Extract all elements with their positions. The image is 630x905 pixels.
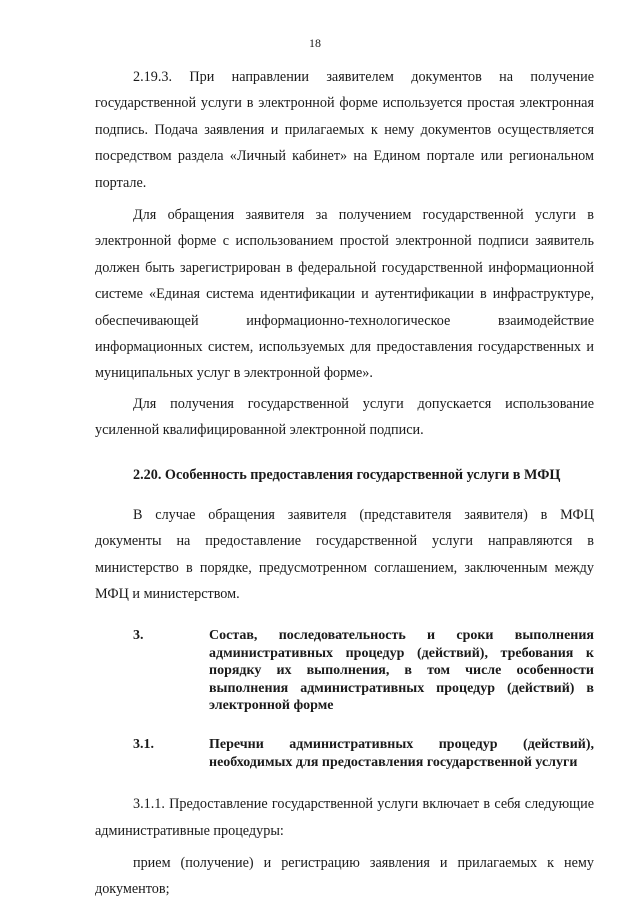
section-3-1-title: Перечни административных процедур (действий), необходимых для предоставления государственной услуги — [209, 737, 594, 770]
section-3-1-heading — [95, 736, 594, 771]
section-3-title: Состав, последовательность и сроки выполнения административных процедур (действий), требования к порядку их выполнения, в том числе особенности выполнения административных процедур (действий) в электронной форме — [209, 628, 594, 713]
section-3-1-number: 3.1. — [133, 737, 154, 753]
heading-2-20: 2.20. Особенность предоставления государственной услуги в МФЦ — [133, 466, 561, 483]
document-body — [95, 64, 594, 903]
page-number: 18 — [309, 36, 321, 50]
section-3-number: 3. — [133, 628, 144, 644]
paragraph-3-1-1: 3.1.1. Предоставление государственной услуги включает в себя следующие административные процедуры: — [95, 796, 594, 839]
paragraph-procedure-item: прием (получение) и регистрацию заявления и прилагаемых к нему документов; — [95, 854, 594, 898]
paragraph-esia: Для обращения заявителя за получением государственной услуги в электронной форме с использованием простой электронной подписи заявитель должен быть зарегистрирован в федеральной государственной информационной системе «Единая система идентификации и аутентификации в инфраструктуре, обеспечивающей информационно-технологическое взаимодействие информационных систем, используемых для предоставления государственных и муниципальных услуг в электронной форме». — [95, 207, 594, 382]
section-3-heading — [95, 627, 594, 714]
paragraph-mfc: В случае обращения заявителя (представителя заявителя) в МФЦ документы на предоставление государственной услуги направляются в министерство в порядке, предусмотренном соглашением, заключенным между МФЦ и министерством. — [95, 506, 594, 602]
paragraph-qualified-signature: Для получения государственной услуги допускается использование усиленной квалифицированной электронной подписи. — [95, 395, 594, 439]
paragraph-2-19-3: 2.19.3. При направлении заявителем документов на получение государственной услуги в электронной форме используется простая электронная подпись. Подача заявления и прилагаемых к нему документов осуществляется посредством раздела «Личный кабинет» на Едином портале или региональном портале. — [95, 69, 594, 191]
